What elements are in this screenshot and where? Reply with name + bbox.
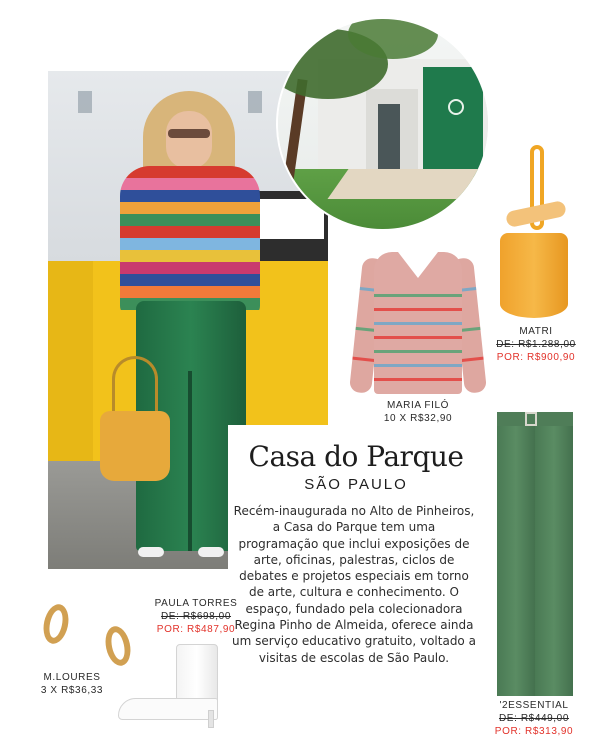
white-shoe: [138, 547, 164, 557]
product-paula-torres[interactable]: [148, 597, 244, 636]
product-new-price: POR: R$900,90: [496, 352, 576, 363]
white-boot-image[interactable]: [118, 644, 220, 728]
bucket-bag-image[interactable]: [500, 233, 568, 318]
product-installments: 10 X R$32,90: [383, 413, 453, 424]
boot-shaft: [176, 644, 218, 706]
boot-heel: [208, 710, 214, 728]
product-new-price: POR: R$487,90: [156, 624, 236, 635]
product-old-price: DE: R$698,00: [160, 611, 232, 622]
product-old-price: DE: R$449,00: [498, 713, 570, 724]
yellow-handbag: [100, 411, 170, 481]
trouser-split: [188, 371, 192, 551]
article-title: Casa do Parque: [248, 440, 464, 473]
casa-do-parque-photo: [276, 17, 490, 231]
product-matri[interactable]: [488, 325, 584, 364]
product-brand: PAULA TORRES: [154, 598, 238, 609]
product-old-price: DE: R$1.288,00: [496, 339, 576, 350]
sweater-image[interactable]: [356, 244, 480, 394]
building-window: [78, 91, 92, 113]
product-new-price: POR: R$313,90: [494, 726, 574, 737]
pants-leg: [535, 426, 573, 696]
product-brand: '2ESSENTIAL: [499, 700, 569, 711]
product-2essential[interactable]: [486, 699, 582, 738]
sidewalk: [327, 169, 490, 199]
belt-buckle: [525, 412, 537, 426]
green-pants-image[interactable]: [493, 412, 577, 696]
product-brand: MARIA FILÓ: [386, 400, 450, 411]
green-facade: [423, 67, 483, 177]
article-body: Recém-inaugurada no Alto de Pinheiros, a Casa do Parque tem uma programação que inclui exposições de arte, oficinas, palestras, ciclos de debates e projetos especiais em torno de arte, cultura e conhecimento. O espaço, fundado pela colecionadora Regina Pinho de Almeida, oferece ainda um serviço educativo gratuito, voltado a visitas de escolas de São Paulo.: [232, 504, 476, 665]
product-installments: 3 X R$36,33: [40, 685, 104, 696]
sunglasses: [168, 129, 210, 138]
product-brand: M.LOURES: [43, 672, 101, 683]
article-subtitle: SÃO PAULO: [304, 476, 408, 493]
logo-icon: [448, 99, 464, 115]
pants-leg: [497, 426, 535, 696]
boot-foot: [118, 698, 218, 720]
person-face: [166, 111, 212, 169]
striped-sweater: [120, 166, 260, 316]
product-maria-filo[interactable]: [368, 399, 468, 425]
hoop-earring-image[interactable]: [40, 602, 72, 646]
white-shoe: [198, 547, 224, 557]
product-m-loures[interactable]: [22, 671, 122, 697]
product-brand: MATRI: [519, 326, 553, 337]
building-window: [248, 91, 262, 113]
glass-door: [378, 104, 400, 174]
